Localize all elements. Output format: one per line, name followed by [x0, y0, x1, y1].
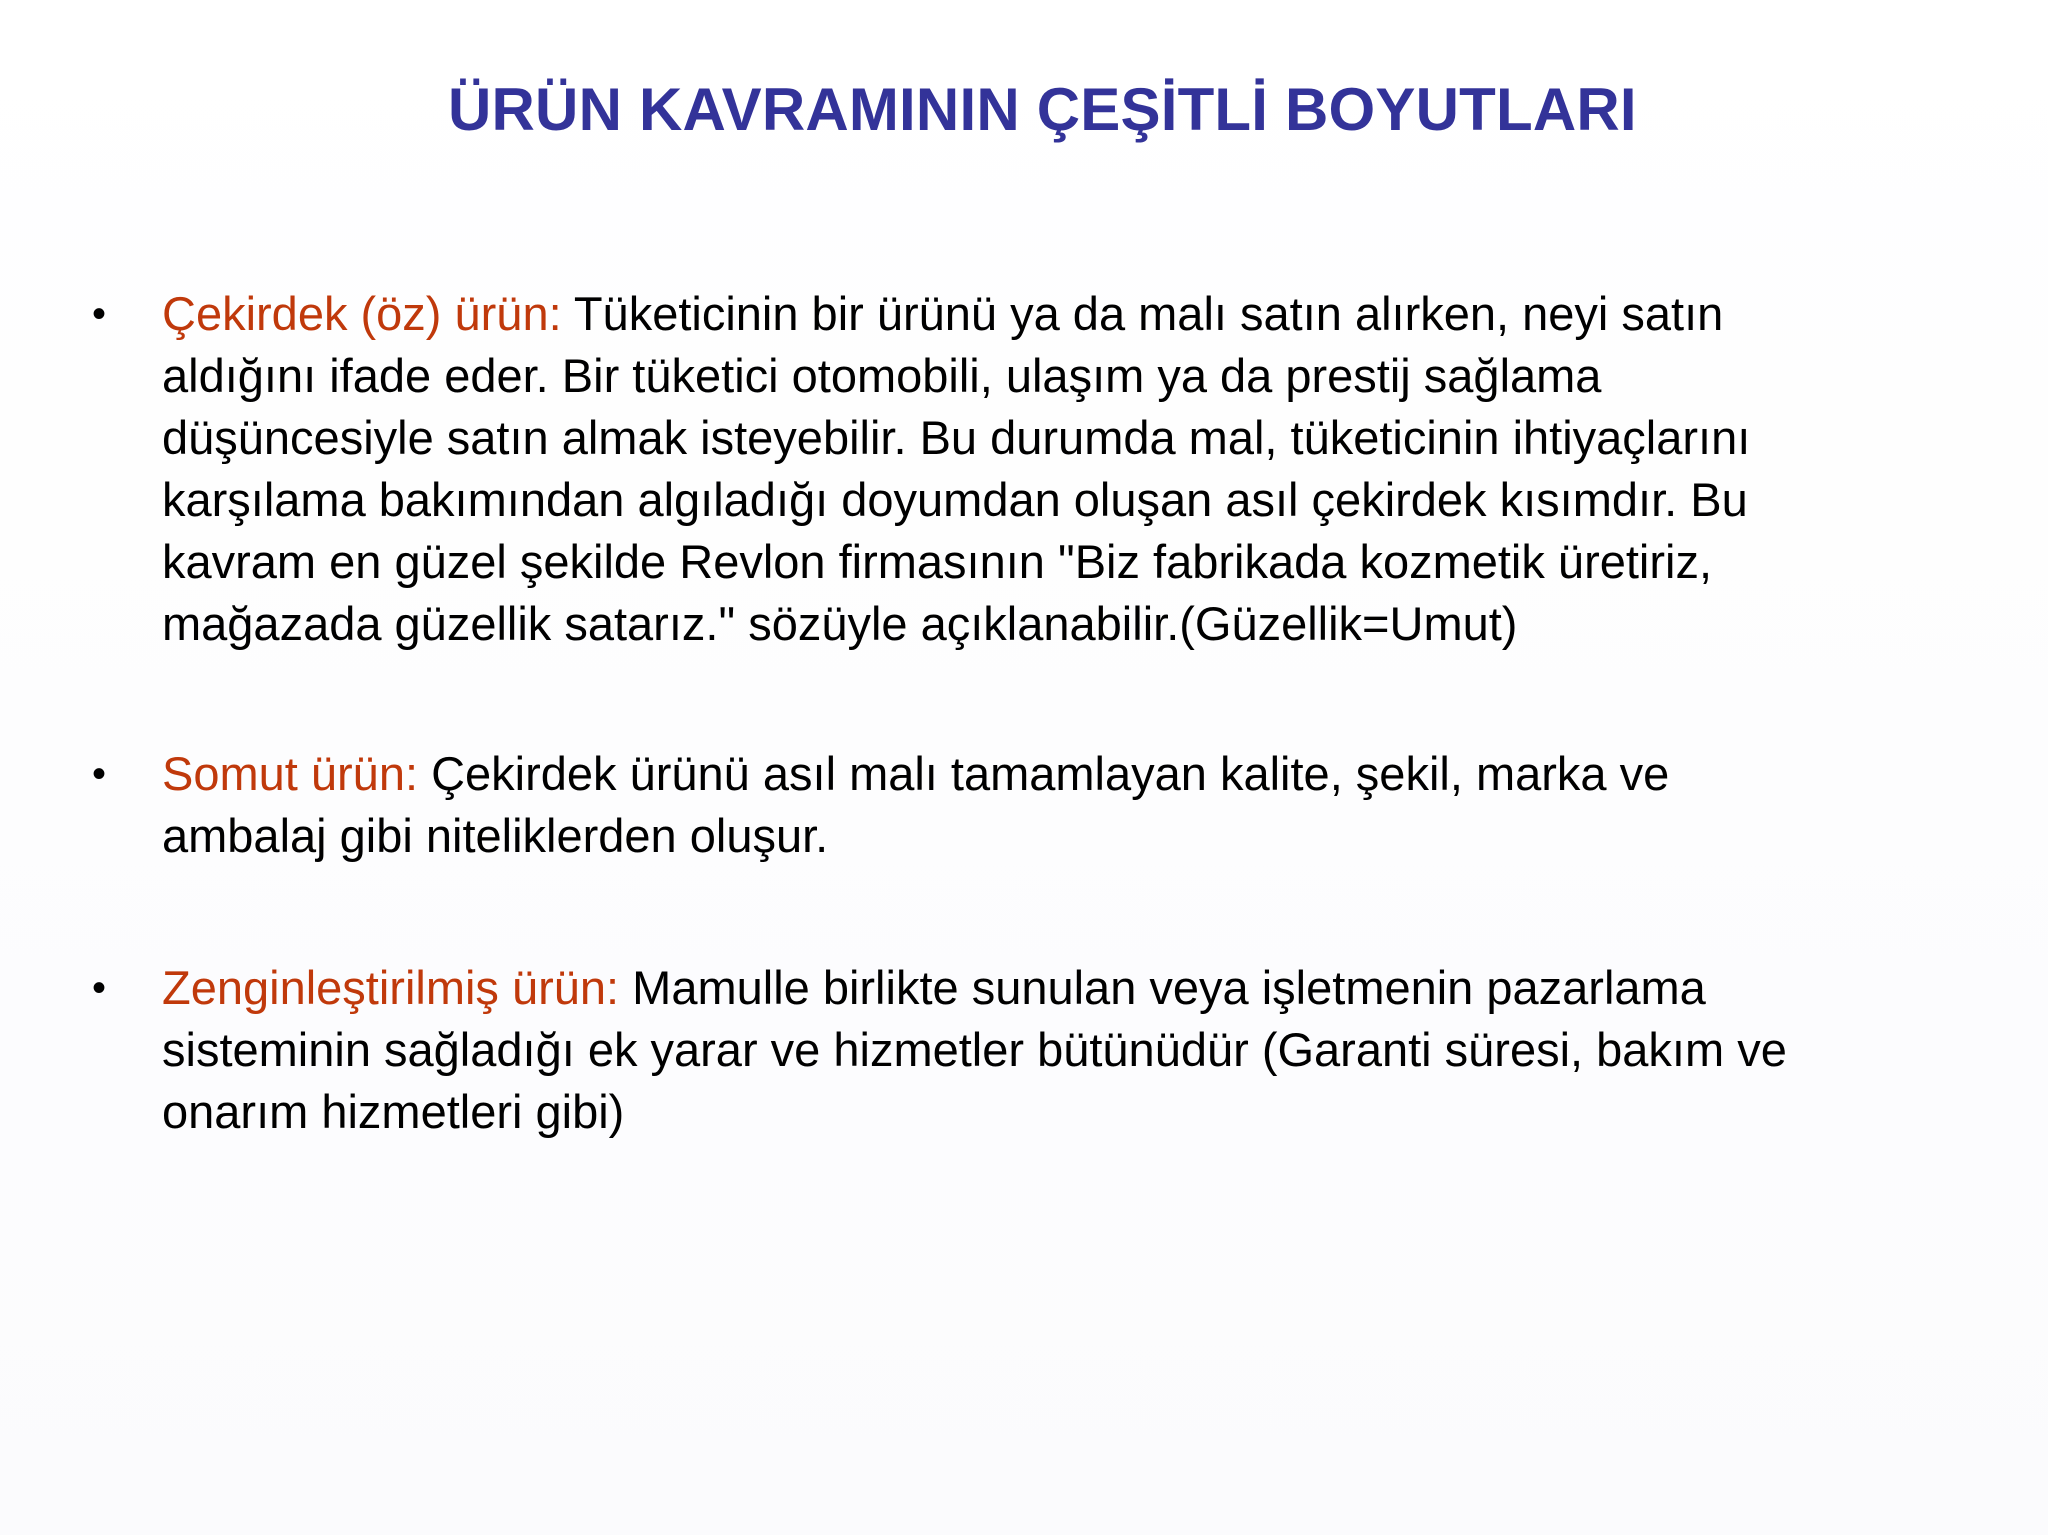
term-label: Çekirdek (öz) ürün:	[162, 287, 562, 340]
term-label: Zenginleştirilmiş ürün:	[162, 961, 620, 1014]
definition-text: Tüketicinin bir ürünü ya da malı satın alırken, neyi satın	[561, 287, 1724, 340]
bullet-icon: •	[92, 292, 107, 336]
bullet-text	[162, 283, 2048, 655]
text-line	[162, 283, 2048, 345]
text-line: karşılama bakımından algıladığı doyumdan oluşan asıl çekirdek kısımdır. Bu	[162, 473, 1748, 526]
bullet-icon: •	[92, 752, 107, 796]
slide-title: ÜRÜN KAVRAMININ ÇEŞİTLİ BOYUTLARI	[448, 76, 1637, 143]
text-line: sisteminin sağladığı ek yarar ve hizmetler bütünüdür (Garanti süresi, bakım ve	[162, 1023, 1787, 1076]
text-line: ambalaj gibi niteliklerden oluşur.	[162, 809, 829, 862]
bullet-text	[162, 743, 2048, 867]
text-line: mağazada güzellik satarız." sözüyle açıklanabilir.(Güzellik=Umut)	[162, 597, 1518, 650]
definition-text: Mamulle birlikte sunulan veya işletmenin pazarlama	[619, 961, 1706, 1014]
text-line: onarım hizmetleri gibi)	[162, 1085, 625, 1138]
definition-text: Çekirdek ürünü asıl malı tamamlayan kalite, şekil, marka ve	[418, 747, 1670, 800]
bullet-icon: •	[92, 966, 107, 1010]
text-line: düşüncesiyle satın almak isteyebilir. Bu durumda mal, tüketicinin ihtiyaçlarını	[162, 411, 1751, 464]
term-label: Somut ürün:	[162, 747, 419, 800]
text-line: aldığını ifade eder. Bir tüketici otomobili, ulaşım ya da prestij sağlama	[162, 349, 1602, 402]
text-line: kavram en güzel şekilde Revlon firmasının "Biz fabrikada kozmetik üretiriz,	[162, 535, 1713, 588]
text-line	[162, 743, 2048, 805]
text-line	[162, 957, 2048, 1019]
bullet-text	[162, 957, 2048, 1143]
